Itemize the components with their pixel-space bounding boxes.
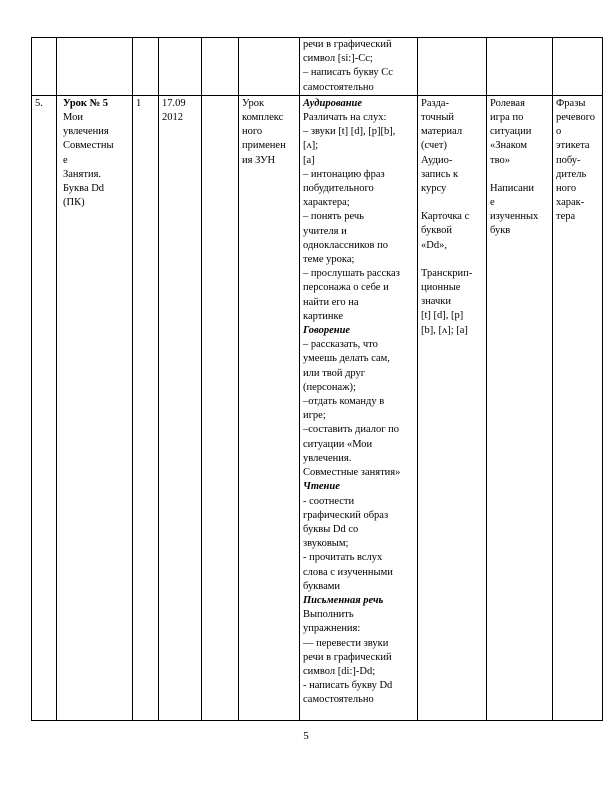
phrases-line: побу- <box>556 154 581 166</box>
game-line: е <box>490 197 495 209</box>
cell-blank-empty <box>202 38 239 96</box>
activity-line: игре; <box>303 410 326 422</box>
cell-lesson-number <box>32 95 57 720</box>
activity-line: речи в графический <box>303 651 392 663</box>
activity-line: Совместные занятия» <box>303 467 401 479</box>
cell-phrases <box>553 95 603 720</box>
game-line: Написани <box>490 182 535 194</box>
topic-line: Совместны <box>63 140 114 152</box>
activity-line: характера; <box>303 197 350 209</box>
materials-line: ционные <box>421 282 461 294</box>
date-line: 17.09 <box>162 97 186 109</box>
phrases-line: харак- <box>556 197 585 209</box>
game-line: тво» <box>490 154 510 166</box>
activity-line: Выполнить <box>303 609 354 621</box>
type-line: применен <box>242 140 286 152</box>
activity-line: побудительного <box>303 183 374 195</box>
phrases-line: этикета <box>556 140 590 152</box>
lesson-number: 5. <box>35 97 43 109</box>
table-row-top <box>32 38 603 96</box>
materials-line: буквой <box>421 225 453 237</box>
cell-materials-empty <box>418 38 487 96</box>
date-line: 2012 <box>162 112 183 124</box>
activity-heading: Говорение <box>303 325 351 337</box>
activity-line: учителя и <box>303 225 347 237</box>
materials-line: (счет) <box>421 140 447 152</box>
text-line: речи в графический <box>303 39 392 50</box>
materials-line: запись к <box>421 168 459 180</box>
spacer <box>490 168 549 182</box>
activity-line: - соотнести <box>303 495 355 507</box>
cell-game-empty <box>487 38 553 96</box>
activity-line: найти его на <box>303 296 359 308</box>
activity-line: (персонаж); <box>303 381 356 393</box>
phrases-line: дитель <box>556 168 587 180</box>
game-line: ситуации <box>490 126 532 138</box>
cell-lesson-type <box>239 95 300 720</box>
cell-activities-top <box>300 38 418 96</box>
game-line: изученных <box>490 211 539 223</box>
activity-line: упражнения: <box>303 623 361 635</box>
phrases-line: тера <box>556 211 576 223</box>
activity-line: [ʌ]; <box>303 140 319 152</box>
activity-line: графический образ <box>303 509 389 521</box>
type-line: ия ЗУН <box>242 154 276 166</box>
activity-line: картинке <box>303 310 344 322</box>
activity-line: самостоятельно <box>303 694 374 706</box>
cell-game-activity <box>487 95 553 720</box>
cell-activities <box>300 95 418 720</box>
materials-line: Аудио- <box>421 154 453 166</box>
phrases-line: ного <box>556 183 577 195</box>
phrases-line: о <box>556 126 562 138</box>
activity-heading: Чтение <box>303 481 340 493</box>
cell-hours-empty <box>133 38 159 96</box>
game-line: игра по <box>490 112 524 124</box>
game-line: букв <box>490 225 511 237</box>
activity-line: – понять речь <box>303 211 364 223</box>
cell-type-empty <box>239 38 300 96</box>
activity-line: увлечения. <box>303 452 352 464</box>
materials-line: значки <box>421 296 452 308</box>
activity-line: персонажа о себе и <box>303 282 389 294</box>
materials-line: [t] [d], [p] <box>421 310 464 322</box>
topic-line: е <box>63 154 68 166</box>
topic-line: Мои <box>63 112 83 124</box>
page-number: 5 <box>303 730 309 742</box>
activity-line: символ [di:]-Dd; <box>303 665 376 677</box>
activity-line: - написать букву Dd <box>303 680 393 692</box>
activity-line: слова с изученными <box>303 566 393 578</box>
materials-line: курсу <box>421 183 447 195</box>
cell-hours <box>133 95 159 720</box>
lesson-plan-table <box>31 37 603 721</box>
game-line: «Знаком <box>490 140 528 152</box>
cell-blank <box>202 95 239 720</box>
game-line: Ролевая <box>490 97 525 109</box>
activity-line: ситуации «Мои <box>303 438 373 450</box>
topic-line: (ПК) <box>63 197 85 209</box>
activity-line: буквами <box>303 580 341 592</box>
type-line: комплекс <box>242 112 284 124</box>
materials-line: [b], [ʌ]; [a] <box>421 324 468 336</box>
cell-date-empty <box>159 38 202 96</box>
activity-line: – интонацию фраз <box>303 168 385 180</box>
activity-line: [a] <box>303 154 315 166</box>
type-line: Урок <box>242 97 265 109</box>
activity-line: - прочитать вслух <box>303 552 383 564</box>
cell-lesson-topic <box>57 95 133 720</box>
cell-topic-empty <box>57 38 133 96</box>
materials-line: «Dd», <box>421 239 447 251</box>
hours-value: 1 <box>136 97 142 109</box>
materials-line: Карточка с <box>421 211 470 223</box>
type-line: ного <box>242 126 263 138</box>
activity-line: Различать на слух: <box>303 112 387 124</box>
materials-line: Разда- <box>421 97 449 109</box>
materials-line: Транскрип- <box>421 267 473 279</box>
activity-heading: Письменная речь <box>303 594 384 606</box>
materials-line: точный <box>421 112 455 124</box>
phrases-line: Фразы <box>556 97 586 109</box>
activity-line: звуковым; <box>303 538 349 550</box>
lesson-title: Урок № 5 <box>63 97 109 109</box>
phrases-line: речевого <box>556 112 596 124</box>
topic-line: Занятия. <box>63 168 102 180</box>
activity-line: теме урока; <box>303 254 355 266</box>
materials-line: материал <box>421 126 463 138</box>
activity-line: умеешь делать сам, <box>303 353 390 365</box>
text-line: символ [si:]-Cc; <box>303 53 373 65</box>
cell-number-empty <box>32 38 57 96</box>
activity-line: –составить диалог по <box>303 424 400 436</box>
activity-line: буквы Dd со <box>303 523 359 535</box>
spacer <box>421 253 483 267</box>
activity-line: или твой друг <box>303 367 366 379</box>
text-line: – написать букву Cc <box>303 67 393 79</box>
cell-phrases-empty <box>553 38 603 96</box>
activity-line: — перевести звуки <box>303 637 389 649</box>
activity-line: – звуки [t] [d], [p][b], <box>303 126 396 138</box>
spacer <box>421 196 483 210</box>
cell-materials <box>418 95 487 720</box>
table-row-lesson-5 <box>32 95 603 720</box>
activity-line: – прослушать рассказ <box>303 268 400 280</box>
text-line: самостоятельно <box>303 81 374 93</box>
activity-heading: Аудирование <box>303 97 363 109</box>
activity-line: –отдать команду в <box>303 396 385 408</box>
topic-line: увлечения <box>63 126 109 138</box>
activity-line: – рассказать, что <box>303 339 378 351</box>
topic-line: Буква Dd <box>63 183 105 195</box>
cell-date <box>159 95 202 720</box>
activity-line: одноклассников по <box>303 239 388 251</box>
